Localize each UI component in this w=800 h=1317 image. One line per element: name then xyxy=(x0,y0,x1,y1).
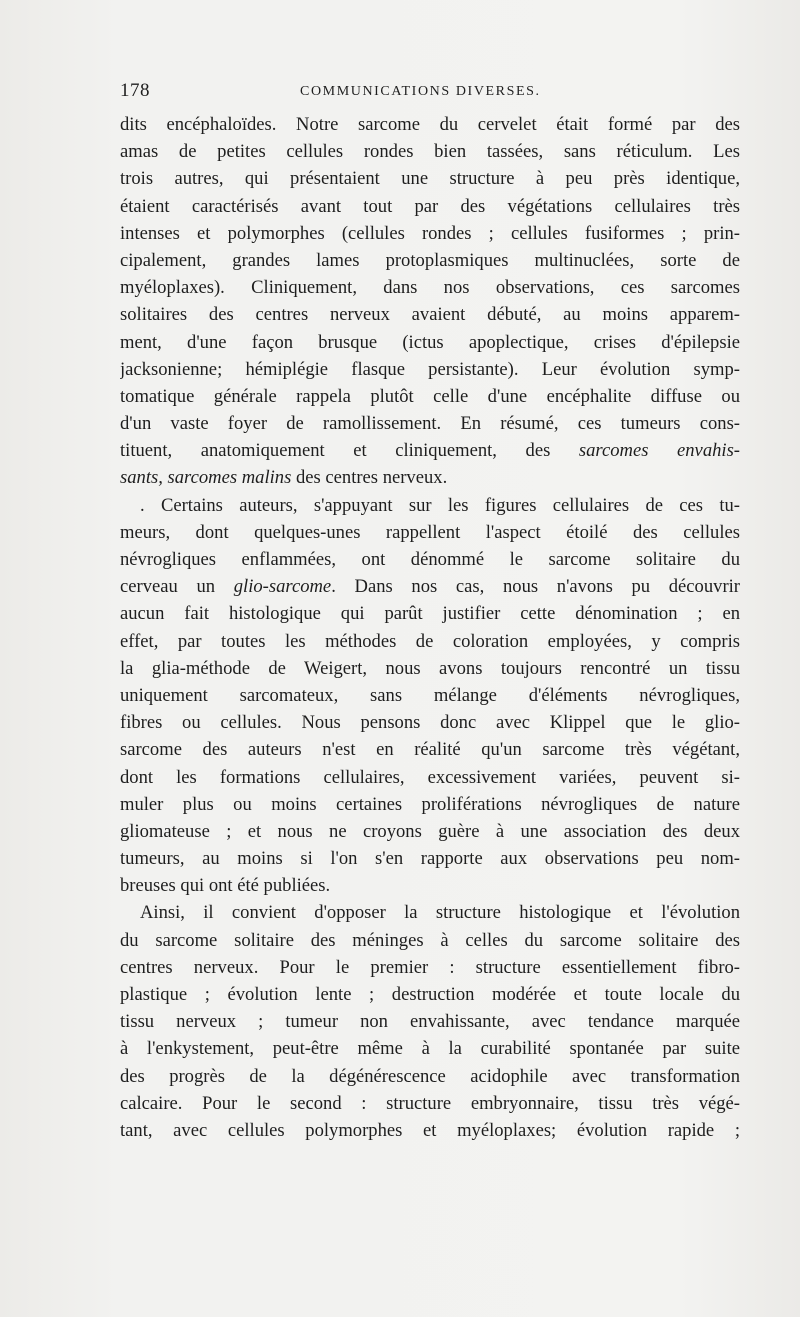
text-line: tant, avec cellules polymorphes et myéloplaxes; évolution rapide ; xyxy=(120,1119,740,1141)
text-run: tituent, anatomiquement et cliniquement, des xyxy=(120,440,579,462)
text-line: trois autres, qui présentaient une structure à peu près identique, xyxy=(120,168,740,190)
text-line: la glia-méthode de Weigert, nous avons toujours rencontré un tissu xyxy=(120,657,740,679)
text-line: aucun fait histologique qui parût justifier cette dénomination ; en xyxy=(120,603,740,625)
text-line: dont les formations cellulaires, excessivement variées, peuvent si- xyxy=(120,766,740,788)
page-number: 178 xyxy=(120,80,150,101)
text-line: étaient caractérisés avant tout par des végétations cellulaires très xyxy=(120,195,740,217)
text-line: amas de petites cellules rondes bien tassées, sans réticulum. Les xyxy=(120,141,740,163)
text-line: cipalement, grandes lames protoplasmiques multinuclées, sorte de xyxy=(120,249,740,271)
text-line xyxy=(120,437,740,464)
text-line: breuses qui ont été publiées. xyxy=(120,875,331,897)
italic-term: sants, sarcomes malins xyxy=(120,467,292,489)
text-run: . Dans nos cas, nous n'avons pu découvrir xyxy=(331,576,740,598)
text-line: myéloplaxes). Cliniquement, dans nos observations, ces sarcomes xyxy=(120,277,740,299)
page-header xyxy=(120,80,740,104)
text-line: des progrès de la dégénérescence acidophile avec transformation xyxy=(120,1065,740,1087)
text-line: . Certains auteurs, s'appuyant sur les figures cellulaires de ces tu- xyxy=(140,494,740,516)
text-line: centres nerveux. Pour le premier : structure essentiellement fibro- xyxy=(120,956,740,978)
text-line: meurs, dont quelques-unes rappellent l'aspect étoilé des cellules xyxy=(120,521,740,543)
italic-term: glio-sarcome xyxy=(233,576,332,598)
text-line xyxy=(120,573,740,600)
text-line: ment, d'une façon brusque (ictus apoplectique, crises d'épilepsie xyxy=(120,331,740,353)
text-line: du sarcome solitaire des méninges à celles du sarcome solitaire des xyxy=(120,929,740,951)
text-run: cerveau un xyxy=(120,576,234,598)
text-line: Ainsi, il convient d'opposer la structure histologique et l'évolution xyxy=(140,902,740,924)
text-line: à l'enkystement, peut-être même à la curabilité spontanée par suite xyxy=(120,1038,740,1060)
text-line: jacksonienne; hémiplégie flasque persistante). Leur évolution symp- xyxy=(120,358,740,380)
text-line: uniquement sarcomateux, sans mélange d'éléments névrogliques, xyxy=(120,684,740,706)
text-line: plastique ; évolution lente ; destruction modérée et toute locale du xyxy=(120,984,740,1005)
running-head: COMMUNICATIONS DIVERSES. xyxy=(300,84,541,99)
italic-term: sarcomes envahis- xyxy=(578,440,740,462)
text-line: tumeurs, au moins si l'on s'en rapporte aux observations peu nom- xyxy=(120,848,740,870)
text-line: tomatique générale rappela plutôt celle d'une encéphalite diffuse ou xyxy=(120,385,740,407)
text-line: effet, par toutes les méthodes de coloration employées, y compris xyxy=(120,630,740,652)
text-line: sarcome des auteurs n'est en réalité qu'un sarcome très végétant, xyxy=(120,739,740,761)
text-line: gliomateuse ; et nous ne croyons guère à une association des deux xyxy=(120,820,740,842)
text-line: tissu nerveux ; tumeur non envahissante, avec tendance marquée xyxy=(120,1011,740,1033)
text-line: solitaires des centres nerveux avaient débuté, au moins apparem- xyxy=(120,304,740,326)
text-run: des centres nerveux. xyxy=(291,467,448,489)
text-line: névrogliques enflammées, ont dénommé le sarcome solitaire du xyxy=(120,549,740,570)
body-text xyxy=(120,111,740,1144)
text-line: dits encéphaloïdes. Notre sarcome du cervelet était formé par des xyxy=(120,114,740,135)
text-line xyxy=(120,464,740,491)
text-line: calcaire. Pour le second : structure embryonnaire, tissu très végé- xyxy=(120,1092,740,1114)
text-line: fibres ou cellules. Nous pensons donc avec Klippel que le glio- xyxy=(120,712,740,734)
text-line: d'un vaste foyer de ramollissement. En résumé, ces tumeurs cons- xyxy=(120,413,740,435)
text-line: intenses et polymorphes (cellules rondes ; cellules fusiformes ; prin- xyxy=(120,222,740,244)
text-line: muler plus ou moins certaines proliférations névrogliques de nature xyxy=(120,793,740,815)
